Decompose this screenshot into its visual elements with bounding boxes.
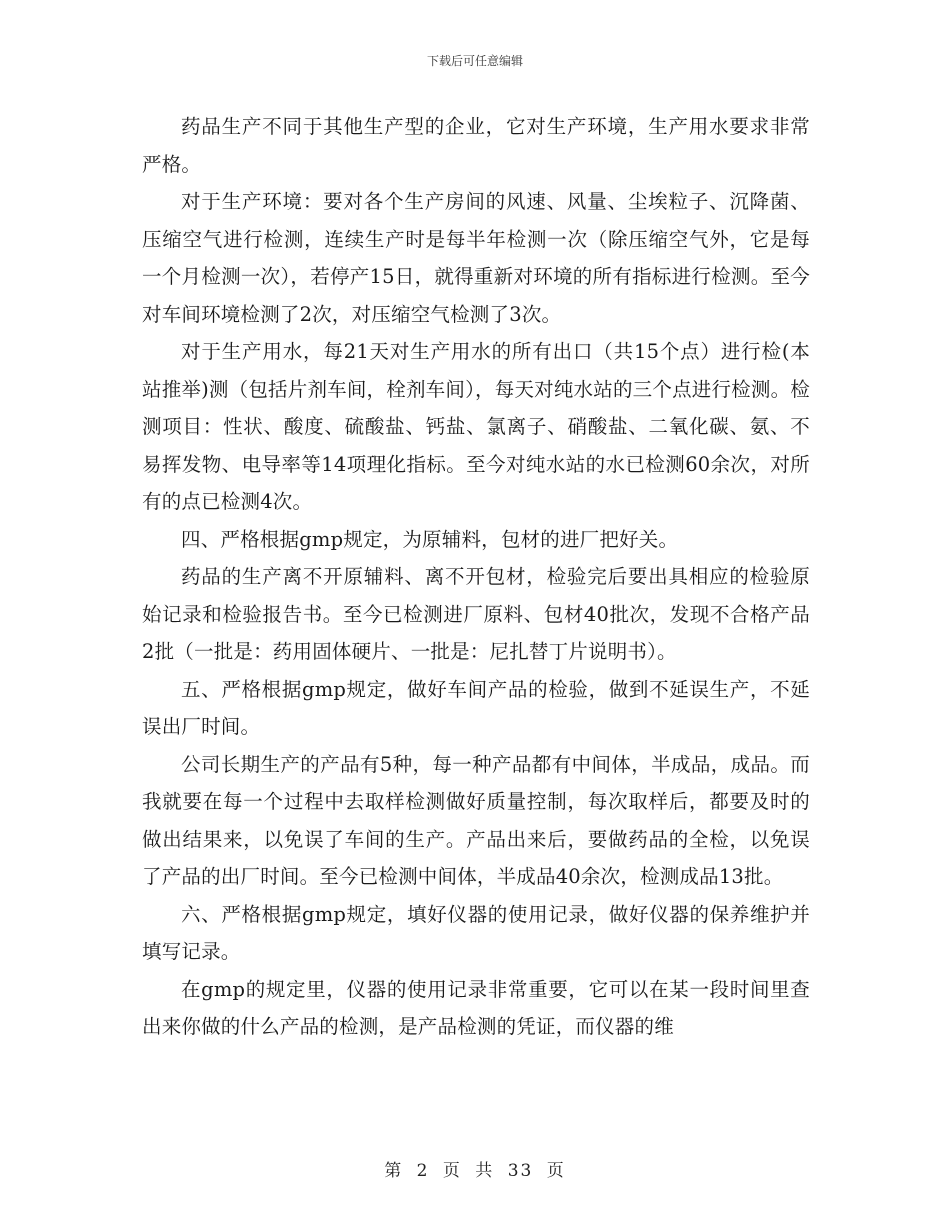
paragraph: 在gmp的规定里，仪器的使用记录非常重要，它可以在某一段时间里查出来你做的什么产品的检测，是产品检测的凭证，而仪器的维: [142, 977, 810, 1038]
document-body: [142, 108, 810, 1046]
paragraph: 对于生产环境：要对各个生产房间的风速、风量、尘埃粒子、沉降菌、压缩空气进行检测，连续生产时是每半年检测一次（除压缩空气外，它是每一个月检测一次），若停产15日，就得重新对环境的所有指标进行检测。至今对车间环境检测了2次，对压缩空气检测了3次。: [142, 190, 810, 326]
paragraph: 药品生产不同于其他生产型的企业，它对生产环境，生产用水要求非常严格。: [142, 115, 810, 176]
page-number: 第 2 页 共 33 页: [384, 1161, 566, 1181]
paragraph: 对于生产用水，每21天对生产用水的所有出口（共15个点）进行检(本站推举)测（包括片剂车间，栓剂车间），每天对纯水站的三个点进行检测。检测项目：性状、酸度、硫酸盐、钙盐、氯离子、硝酸盐、二氧化碳、氨、不易挥发物、电导率等14项理化指标。至今对纯水站的水已检测60余次，对所有的点已检测4次。: [142, 340, 810, 513]
page-header: 下载后可任意编辑: [426, 54, 523, 68]
section-heading: 五、严格根据gmp规定，做好车间产品的检验，做到不延误生产，不延误出厂时间。: [142, 677, 810, 738]
section-heading: 六、严格根据gmp规定，填好仪器的使用记录，做好仪器的保养维护并填写记录。: [142, 902, 810, 963]
paragraph: 公司长期生产的产品有5种，每一种产品都有中间体，半成品，成品。而我就要在每一个过程中去取样检测做好质量控制，每次取样后，都要及时的做出结果来，以免误了车间的生产。产品出来后，要做药品的全检，以免误了产品的出厂时间。至今已检测中间体，半成品40余次，检测成品13批。: [142, 752, 810, 888]
paragraph: 药品的生产离不开原辅料、离不开包材，检验完后要出具相应的检验原始记录和检验报告书。至今已检测进厂原料、包材40批次，发现不合格产品2批（一批是：药用固体硬片、一批是：尼扎替丁片说明书）。: [142, 565, 810, 663]
section-heading: 四、严格根据gmp规定，为原辅料，包材的进厂把好关。: [181, 527, 679, 551]
